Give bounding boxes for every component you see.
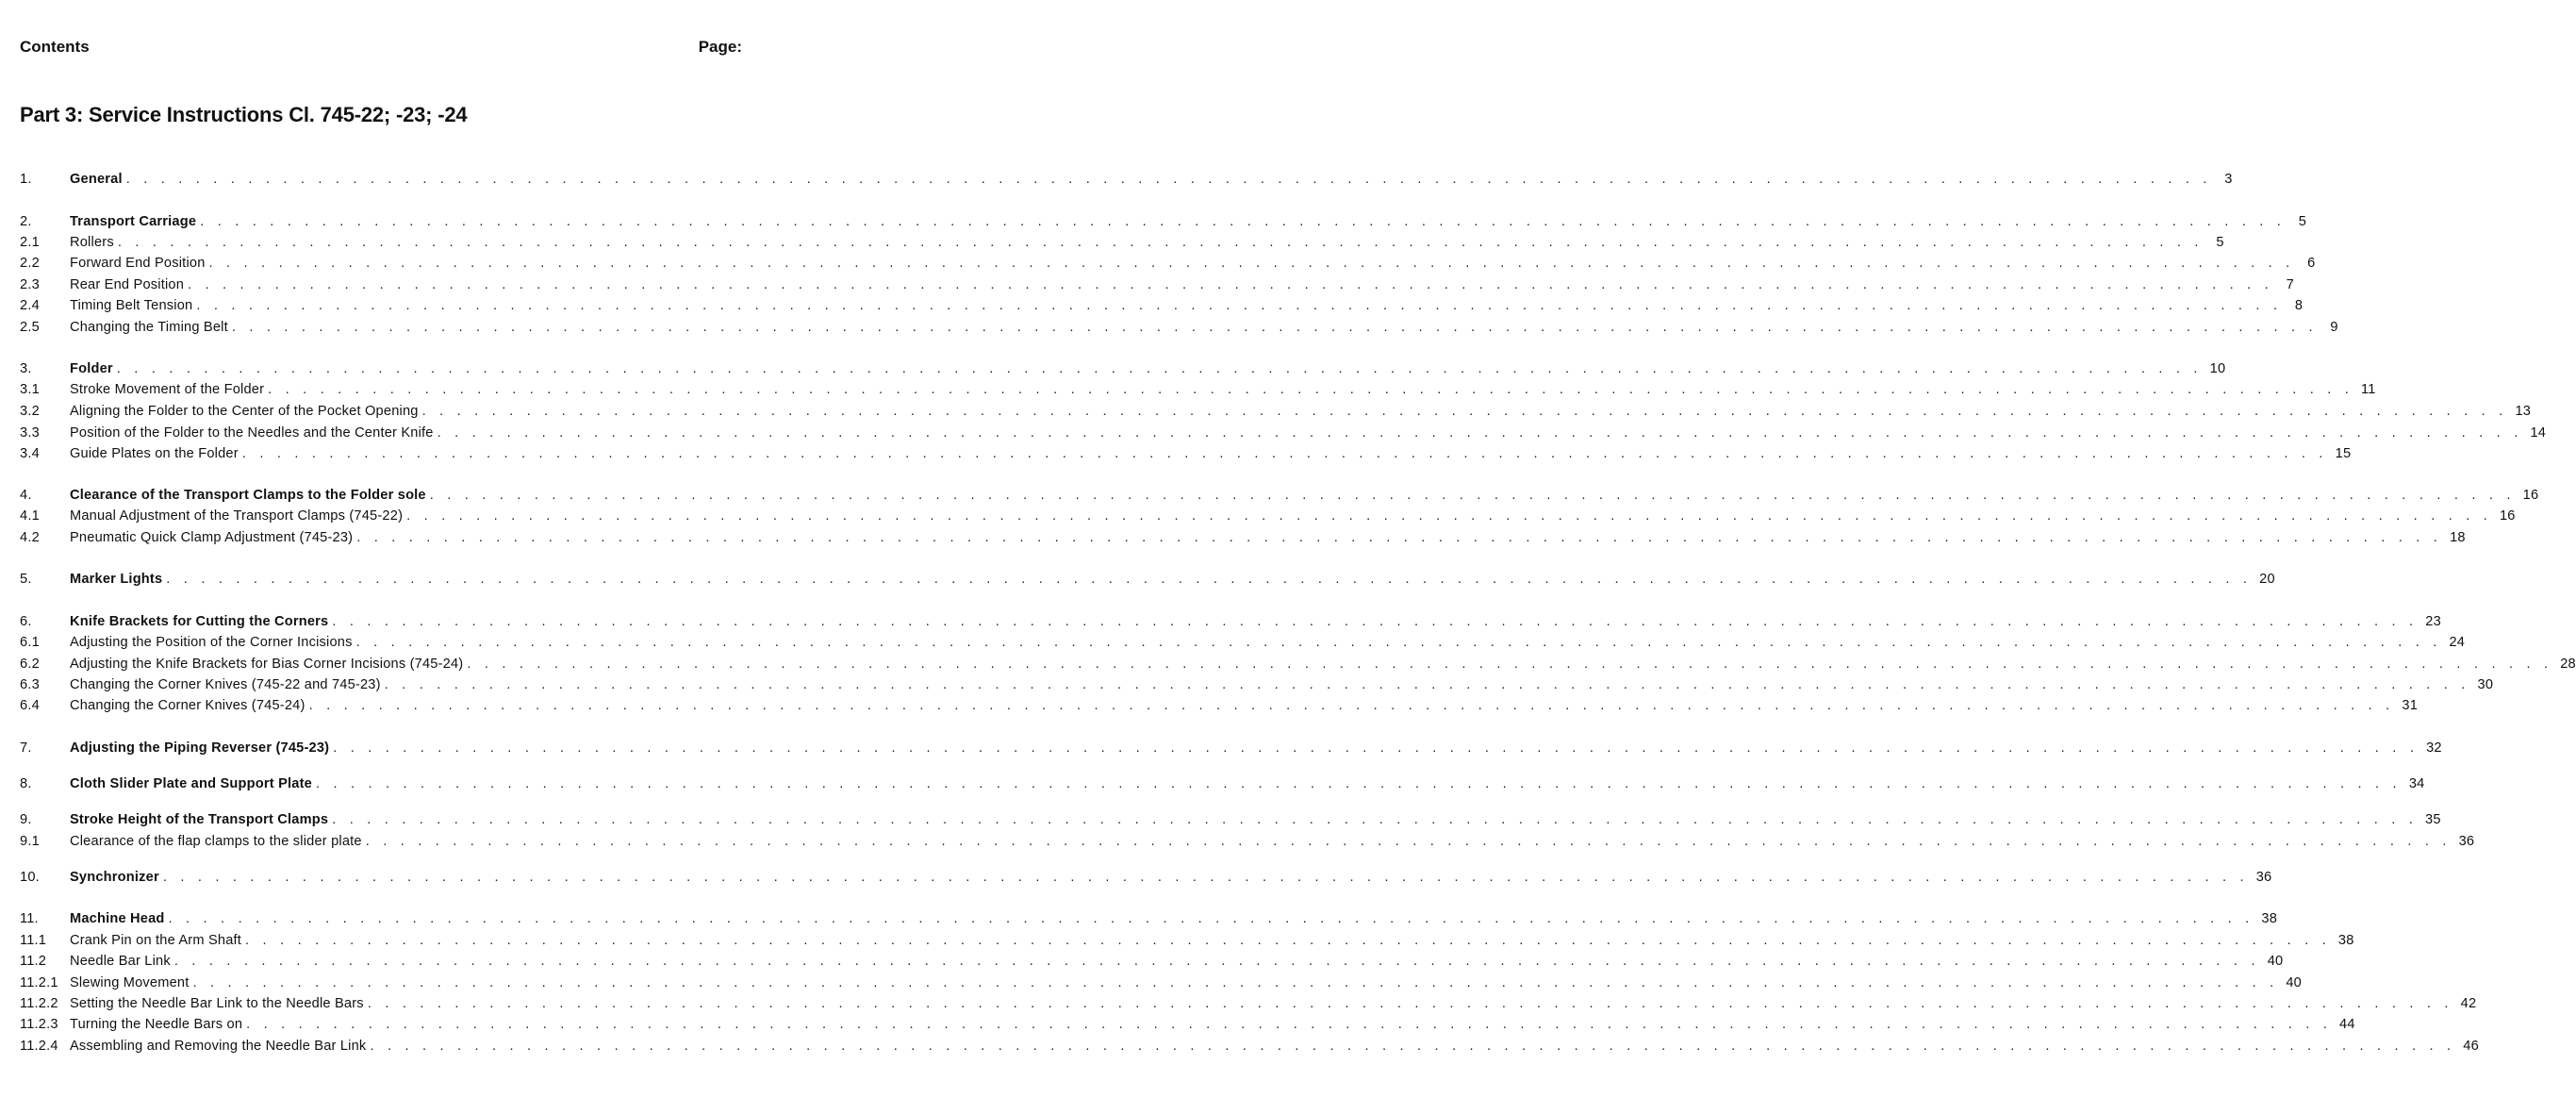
toc-entry-title: Adjusting the Knife Brackets for Bias Corner Incisions (745-24) [70,657,464,672]
toc-leader-dots: . . . . . . . . . . . . . . . . . . . . . . . . . . . . . . . . . . . . . . . . . . . . . . . . . . . . . . . . . . . . . . . . . . . . . . . . . . . . . . . . . . . . . . . . . . . . . . . . . . . . . . . . . . . . . . . . . . . . . . . . [355,635,2442,650]
toc-entry-number: 1. [20,172,32,187]
toc-entry-title: Aligning the Folder to the Center of the Pocket Opening [70,404,419,419]
toc-entry-title: Changing the Corner Knives (745-22 and 745-23) [70,677,381,692]
toc-entry[interactable] [20,657,2576,677]
toc-leader-dots: . . . . . . . . . . . . . . . . . . . . . . . . . . . . . . . . . . . . . . . . . . . . . . . . . . . . . . . . . . . . . . . . . . . . . . . . . . . . . . . . . . . . . . . . . . . . . . . . . . . . . . . . . . . . . . . . . . . . . . . . [241,446,2328,461]
toc-entry-number: 3.3 [20,425,40,441]
toc-entry-title: Stroke Movement of the Folder [70,382,265,397]
toc-entry-page: 8 [2294,298,2304,313]
toc-leader-dots: . . . . . . . . . . . . . . . . . . . . . . . . . . . . . . . . . . . . . . . . . . . . . . . . . . . . . . . . . . . . . . . . . . . . . . . . . . . . . . . . . . . . . . . . . . . . . . . . . . . . . . . . . . . . . . . . . . . . . . . . [231,320,2318,335]
toc-entry[interactable] [20,298,2304,319]
toc-leader-dots: . . . . . . . . . . . . . . . . . . . . . . . . . . . . . . . . . . . . . . . . . . . . . . . . . . . . . . . . . . . . . . . . . . . . . . . . . . . . . . . . . . . . . . . . . . . . . . . . . . . . . . . . . . . . . . . . . . . . . . . . [315,776,2402,791]
toc-leader-dots: . . . . . . . . . . . . . . . . . . . . . . . . . . . . . . . . . . . . . . . . . . . . . . . . . . . . . . . . . . . . . . . . . . . . . . . . . . . . . . . . . . . . . . . . . . . . . . . . . . . . . . . . . . . . . . . . . . . . . . . . [162,870,2249,885]
toc-entry-number: 6. [20,614,32,629]
toc-leader-dots: . . . . . . . . . . . . . . . . . . . . . . . . . . . . . . . . . . . . . . . . . . . . . . . . . . . . . . . . . . . . . . . . . . . . . . . . . . . . . . . . . . . . . . . . . . . . . . . . . . . . . . . . . . . . . . . . . . . . . . . . [188,277,2273,292]
toc-entry-number: 6.2 [20,657,40,672]
toc-entry-title: Forward End Position [70,256,206,271]
toc-entry-page: 46 [2463,1039,2479,1054]
toc-entry-page: 7 [2286,277,2294,292]
toc-entry-title: Rear End Position [70,277,185,292]
toc-entry[interactable] [20,740,2442,761]
toc-entry-title: Rollers [70,235,114,250]
toc-leader-dots: . . . . . . . . . . . . . . . . . . . . . . . . . . . . . . . . . . . . . . . . . . . . . . . . . . . . . . . . . . . . . . . . . . . . . . . . . . . . . . . . . . . . . . . . . . . . . . . . . . . . . . . . . . . . . . . . . . . . . . . . [117,235,2204,250]
toc-leader-dots: . . . . . . . . . . . . . . . . . . . . . . . . . . . . . . . . . . . . . . . . . . . . . . . . . . . . . . . . . . . . . . . . . . . . . . . . . . . . . . . . . . . . . . . . . . . . . . . . . . . . . . . . . . . . . . . . . . . . . . . . [268,382,2354,397]
toc-entry[interactable] [20,911,2278,932]
toc-entry-title: Turning the Needle Bars on [70,1017,243,1032]
toc-entry-page: 20 [2259,572,2275,587]
toc-entry-number: 4. [20,488,32,503]
toc-entry[interactable] [20,320,2338,341]
toc-leader-dots: . . . . . . . . . . . . . . . . . . . . . . . . . . . . . . . . . . . . . . . . . . . . . . . . . . . . . . . . . . . . . . . . . . . . . . . . . . . . . . . . . . . . . . . . . . . . . . . . . . . . . . . . . . . . . . . . . . . . . . . . [332,614,2419,629]
toc-entry-number: 11.2.2 [20,996,58,1011]
toc-entry-number: 11.2 [20,954,47,969]
toc-entry-number: 11.2.3 [20,1017,58,1032]
toc-entry-title: Position of the Folder to the Needles and the Center Knife [70,425,434,441]
toc-entry-page: 16 [2522,488,2539,503]
toc-entry-page: 35 [2425,812,2441,827]
toc-entry[interactable] [20,1017,2355,1038]
toc-entry-title: Stroke Height of the Transport Clamps [70,812,329,827]
toc-entry-title: Needle Bar Link [70,954,171,969]
toc-entry[interactable] [20,954,2284,974]
toc-entry[interactable] [20,172,2233,192]
toc-entry-page: 44 [2339,1017,2355,1032]
toc-entry[interactable] [20,361,2226,382]
toc-entry-number: 6.1 [20,635,40,650]
toc-entry-page: 38 [2261,911,2278,926]
toc-entry[interactable] [20,614,2441,635]
toc-entry-number: 3.4 [20,446,40,461]
toc-entry-number: 3.1 [20,382,40,397]
toc-entry-page: 32 [2426,740,2442,756]
toc-leader-dots: . . . . . . . . . . . . . . . . . . . . . . . . . . . . . . . . . . . . . . . . . . . . . . . . . . . . . . . . . . . . . . . . . . . . . . . . . . . . . . . . . . . . . . . . . . . . . . . . . . . . . . . . . . . . . . . . . . . . . . . . [333,740,2419,756]
toc-entry-number: 11.2.1 [20,975,58,990]
toc-leader-dots: . . . . . . . . . . . . . . . . . . . . . . . . . . . . . . . . . . . . . . . . . . . . . . . . . . . . . . . . . . . . . . . . . . . . . . . . . . . . . . . . . . . . . . . . . . . . . . . . . . . . . . . . . . . . . . . . . . . . . . . . [429,488,2516,503]
toc-leader-dots: . . . . . . . . . . . . . . . . . . . . . . . . . . . . . . . . . . . . . . . . . . . . . . . . . . . . . . . . . . . . . . . . . . . . . . . . . . . . . . . . . . . . . . . . . . . . . . . . . . . . . . . . . . . . . . . . . . . . . . . . [384,677,2470,692]
toc-entry[interactable] [20,446,2352,467]
toc-leader-dots: . . . . . . . . . . . . . . . . . . . . . . . . . . . . . . . . . . . . . . . . . . . . . . . . . . . . . . . . . . . . . . . . . . . . . . . . . . . . . . . . . . . . . . . . . . . . . . . . . . . . . . . . . . . . . . . . . . . . . . . . [332,812,2419,827]
toc-entry[interactable] [20,488,2539,508]
toc-entry[interactable] [20,635,2466,656]
toc-entry[interactable] [20,382,2376,403]
toc-entry-title: Clearance of the flap clamps to the slider plate [70,834,362,849]
toc-leader-dots: . . . . . . . . . . . . . . . . . . . . . . . . . . . . . . . . . . . . . . . . . . . . . . . . . . . . . . . . . . . . . . . . . . . . . . . . . . . . . . . . . . . . . . . . . . . . . . . . . . . . . . . . . . . . . . . . . . . . . . . . [116,361,2203,376]
toc-entry[interactable] [20,404,2532,424]
toc-entry-number: 11.1 [20,933,47,948]
toc-entry-page: 40 [2286,975,2302,990]
toc-entry[interactable] [20,530,2466,551]
toc-leader-dots: . . . . . . . . . . . . . . . . . . . . . . . . . . . . . . . . . . . . . . . . . . . . . . . . . . . . . . . . . . . . . . . . . . . . . . . . . . . . . . . . . . . . . . . . . . . . . . . . . . . . . . . . . . . . . . . . . . . . . . . . [125,172,2212,187]
toc-leader-dots: . . . . . . . . . . . . . . . . . . . . . . . . . . . . . . . . . . . . . . . . . . . . . . . . . . . . . . . . . . . . . . . . . . . . . . . . . . . . . . . . . . . . . . . . . . . . . . . . . . . . . . . . . . . . . . . . . . . . . . . . [308,698,2395,713]
toc-entry[interactable] [20,256,2316,276]
toc-entry-number: 8. [20,776,32,791]
toc-entry-title: Guide Plates on the Folder [70,446,239,461]
toc-entry[interactable] [20,572,2275,592]
toc-entry-number: 6.3 [20,677,40,692]
toc-entry-number: 10. [20,870,40,885]
toc-entry-page: 14 [2530,425,2547,441]
toc-entry-page: 24 [2449,635,2466,650]
toc-entry-page: 40 [2267,954,2284,969]
toc-entry-number: 2.5 [20,320,40,335]
toc-entry-page: 38 [2337,933,2354,948]
toc-entry-number: 4.2 [20,530,40,545]
toc-entry-number: 6.4 [20,698,40,713]
toc-leader-dots: . . . . . . . . . . . . . . . . . . . . . . . . . . . . . . . . . . . . . . . . . . . . . . . . . . . . . . . . . . . . . . . . . . . . . . . . . . . . . . . . . . . . . . . . . . . . . . . . . . . . . . . . . . . . . . . . . . . . . . . . [246,1017,2332,1032]
toc-entry[interactable] [20,1039,2479,1059]
toc-leader-dots: . . . . . . . . . . . . . . . . . . . . . . . . . . . . . . . . . . . . . . . . . . . . . . . . . . . . . . . . . . . . . . . . . . . . . . . . . . . . . . . . . . . . . . . . . . . . . . . . . . . . . . . . . . . . . . . . . . . . . . . . [437,425,2523,441]
toc-entry-page: 5 [2298,214,2307,229]
toc-entry-title: General [70,172,123,187]
toc-leader-dots: . . . . . . . . . . . . . . . . . . . . . . . . . . . . . . . . . . . . . . . . . . . . . . . . . . . . . . . . . . . . . . . . . . . . . . . . . . . . . . . . . . . . . . . . . . . . . . . . . . . . . . . . . . . . . . . . . . . . . . . . [370,1039,2456,1054]
toc-entry-page: 16 [2499,508,2516,524]
toc-entry-page: 36 [2255,870,2272,885]
toc-entry-page: 13 [2515,404,2532,419]
toc-entry-number: 2. [20,214,32,229]
toc-entry-page: 30 [2477,677,2494,692]
toc-entry-title: Changing the Corner Knives (745-24) [70,698,305,713]
toc-leader-dots: . . . . . . . . . . . . . . . . . . . . . . . . . . . . . . . . . . . . . . . . . . . . . . . . . . . . . . . . . . . . . . . . . . . . . . . . . . . . . . . . . . . . . . . . . . . . . . . . . . . . . . . . . . . . . . . . . . . . . . . . [168,911,2254,926]
toc-entry-title: Machine Head [70,911,165,926]
toc-entry[interactable] [20,698,2419,719]
toc-leader-dots: . . . . . . . . . . . . . . . . . . . . . . . . . . . . . . . . . . . . . . . . . . . . . . . . . . . . . . . . . . . . . . . . . . . . . . . . . . . . . . . . . . . . . . . . . . . . . . . . . . . . . . . . . . . . . . . . . . . . . . . . [173,954,2260,969]
toc-entry-title: Assembling and Removing the Needle Bar Link [70,1039,367,1054]
toc-entry[interactable] [20,996,2477,1017]
toc-entry[interactable] [20,870,2272,890]
toc-leader-dots: . . . . . . . . . . . . . . . . . . . . . . . . . . . . . . . . . . . . . . . . . . . . . . . . . . . . . . . . . . . . . . . . . . . . . . . . . . . . . . . . . . . . . . . . . . . . . . . . . . . . . . . . . . . . . . . . . . . . . . . . [356,530,2443,545]
toc-leader-dots: . . . . . . . . . . . . . . . . . . . . . . . . . . . . . . . . . . . . . . . . . . . . . . . . . . . . . . . . . . . . . . . . . . . . . . . . . . . . . . . . . . . . . . . . . . . . . . . . . . . . . . . . . . . . . . . . . . . . . . . . [192,975,2279,990]
toc-leader-dots: . . . . . . . . . . . . . . . . . . . . . . . . . . . . . . . . . . . . . . . . . . . . . . . . . . . . . . . . . . . . . . . . . . . . . . . . . . . . . . . . . . . . . . . . . . . . . . . . . . . . . . . . . . . . . . . . . . . . . . . . [421,404,2508,419]
toc-entry[interactable] [20,933,2354,954]
toc-entry[interactable] [20,975,2302,996]
toc-entry-title: Transport Carriage [70,214,197,229]
toc-leader-dots: . . . . . . . . . . . . . . . . . . . . . . . . . . . . . . . . . . . . . . . . . . . . . . . . . . . . . . . . . . . . . . . . . . . . . . . . . . . . . . . . . . . . . . . . . . . . . . . . . . . . . . . . . . . . . . . . . . . . . . . . [166,572,2253,587]
toc-entry-number: 2.4 [20,298,40,313]
toc-entry-number: 2.1 [20,235,40,250]
toc-entry-number: 2.2 [20,256,40,271]
toc-leader-dots: . . . . . . . . . . . . . . . . . . . . . . . . . . . . . . . . . . . . . . . . . . . . . . . . . . . . . . . . . . . . . . . . . . . . . . . . . . . . . . . . . . . . . . . . . . . . . . . . . . . . . . . . . . . . . . . . . . . . . . . . [208,256,2295,271]
toc-entry-title: Changing the Timing Belt [70,320,228,335]
toc-entry-page: 18 [2450,530,2466,545]
toc-entry-title: Slewing Movement [70,975,190,990]
toc-leader-dots: . . . . . . . . . . . . . . . . . . . . . . . . . . . . . . . . . . . . . . . . . . . . . . . . . . . . . . . . . . . . . . . . . . . . . . . . . . . . . . . . . . . . . . . . . . . . . . . . . . . . . . . . . . . . . . . . . . . . . . . . [245,933,2331,948]
toc-entry-title: Folder [70,361,113,376]
toc-entry-title: Synchronizer [70,870,159,885]
page-header [20,38,742,57]
toc-entry-page: 42 [2460,996,2477,1011]
toc-entry-title: Adjusting the Piping Reverser (745-23) [70,740,330,756]
toc-entry-number: 5. [20,572,32,587]
toc-entry-page: 36 [2458,834,2475,849]
toc-entry[interactable] [20,834,2475,855]
toc-entry-title: Marker Lights [70,572,163,587]
toc-entry-page: 9 [2330,320,2338,335]
toc-entry[interactable] [20,508,2516,529]
toc-entry-page: 23 [2425,614,2441,629]
toc-entry-page: 5 [2216,235,2224,250]
toc-entry-number: 7. [20,740,32,756]
toc-entry-number: 11. [20,911,39,926]
toc-leader-dots: . . . . . . . . . . . . . . . . . . . . . . . . . . . . . . . . . . . . . . . . . . . . . . . . . . . . . . . . . . . . . . . . . . . . . . . . . . . . . . . . . . . . . . . . . . . . . . . . . . . . . . . . . . . . . . . . . . . . . . . . [200,214,2287,229]
toc-entry-title: Pneumatic Quick Clamp Adjustment (745-23) [70,530,354,545]
toc-entry[interactable] [20,812,2441,833]
toc-entry-page: 15 [2335,446,2352,461]
toc-entry-title: Adjusting the Position of the Corner Incisions [70,635,353,650]
part-title: Part 3: Service Instructions Cl. 745-22; -23; -24 [20,103,468,126]
toc-entry[interactable] [20,214,2307,235]
toc-entry[interactable] [20,677,2494,698]
toc-leader-dots: . . . . . . . . . . . . . . . . . . . . . . . . . . . . . . . . . . . . . . . . . . . . . . . . . . . . . . . . . . . . . . . . . . . . . . . . . . . . . . . . . . . . . . . . . . . . . . . . . . . . . . . . . . . . . . . . . . . . . . . . [367,996,2453,1011]
toc-entry-title: Manual Adjustment of the Transport Clamps (745-22) [70,508,404,524]
toc-entry[interactable] [20,776,2425,797]
toc-entry-title: Crank Pin on the Arm Shaft [70,933,242,948]
toc-entry-number: 11.2.4 [20,1039,58,1054]
toc-entry[interactable] [20,277,2294,298]
toc-entry[interactable] [20,235,2224,256]
toc-entry-number: 9. [20,812,32,827]
toc-entry-title: Cloth Slider Plate and Support Plate [70,776,312,791]
toc-entry-page: 34 [2408,776,2425,791]
page-column-heading: Page: [698,38,742,56]
toc-entry-page: 3 [2224,172,2233,187]
contents-heading: Contents [20,38,90,56]
toc-entry-page: 28 [2560,657,2576,672]
toc-entry-number: 3. [20,361,32,376]
toc-leader-dots: . . . . . . . . . . . . . . . . . . . . . . . . . . . . . . . . . . . . . . . . . . . . . . . . . . . . . . . . . . . . . . . . . . . . . . . . . . . . . . . . . . . . . . . . . . . . . . . . . . . . . . . . . . . . . . . . . . . . . . . . [365,834,2452,849]
toc-entry-number: 2.3 [20,277,40,292]
toc-entry-page: 10 [2209,361,2226,376]
toc-entry-title: Setting the Needle Bar Link to the Needle Bars [70,996,364,1011]
toc-entry-page: 11 [2361,382,2376,397]
toc-entry-page: 31 [2402,698,2419,713]
toc-entry-number: 3.2 [20,404,40,419]
toc-entry-title: Timing Belt Tension [70,298,193,313]
toc-entry-page: 6 [2307,256,2316,271]
toc-entry[interactable] [20,425,2547,446]
toc-entry-title: Knife Brackets for Cutting the Corners [70,614,329,629]
toc-leader-dots: . . . . . . . . . . . . . . . . . . . . . . . . . . . . . . . . . . . . . . . . . . . . . . . . . . . . . . . . . . . . . . . . . . . . . . . . . . . . . . . . . . . . . . . . . . . . . . . . . . . . . . . . . . . . . . . . . . . . . . . . [467,657,2553,672]
toc-leader-dots: . . . . . . . . . . . . . . . . . . . . . . . . . . . . . . . . . . . . . . . . . . . . . . . . . . . . . . . . . . . . . . . . . . . . . . . . . . . . . . . . . . . . . . . . . . . . . . . . . . . . . . . . . . . . . . . . . . . . . . . . [196,298,2283,313]
toc-entry-number: 9.1 [20,834,40,849]
toc-entry-number: 4.1 [20,508,40,524]
toc-entry-title: Clearance of the Transport Clamps to the Folder sole [70,488,426,503]
toc-leader-dots: . . . . . . . . . . . . . . . . . . . . . . . . . . . . . . . . . . . . . . . . . . . . . . . . . . . . . . . . . . . . . . . . . . . . . . . . . . . . . . . . . . . . . . . . . . . . . . . . . . . . . . . . . . . . . . . . . . . . . . . . [406,508,2492,524]
